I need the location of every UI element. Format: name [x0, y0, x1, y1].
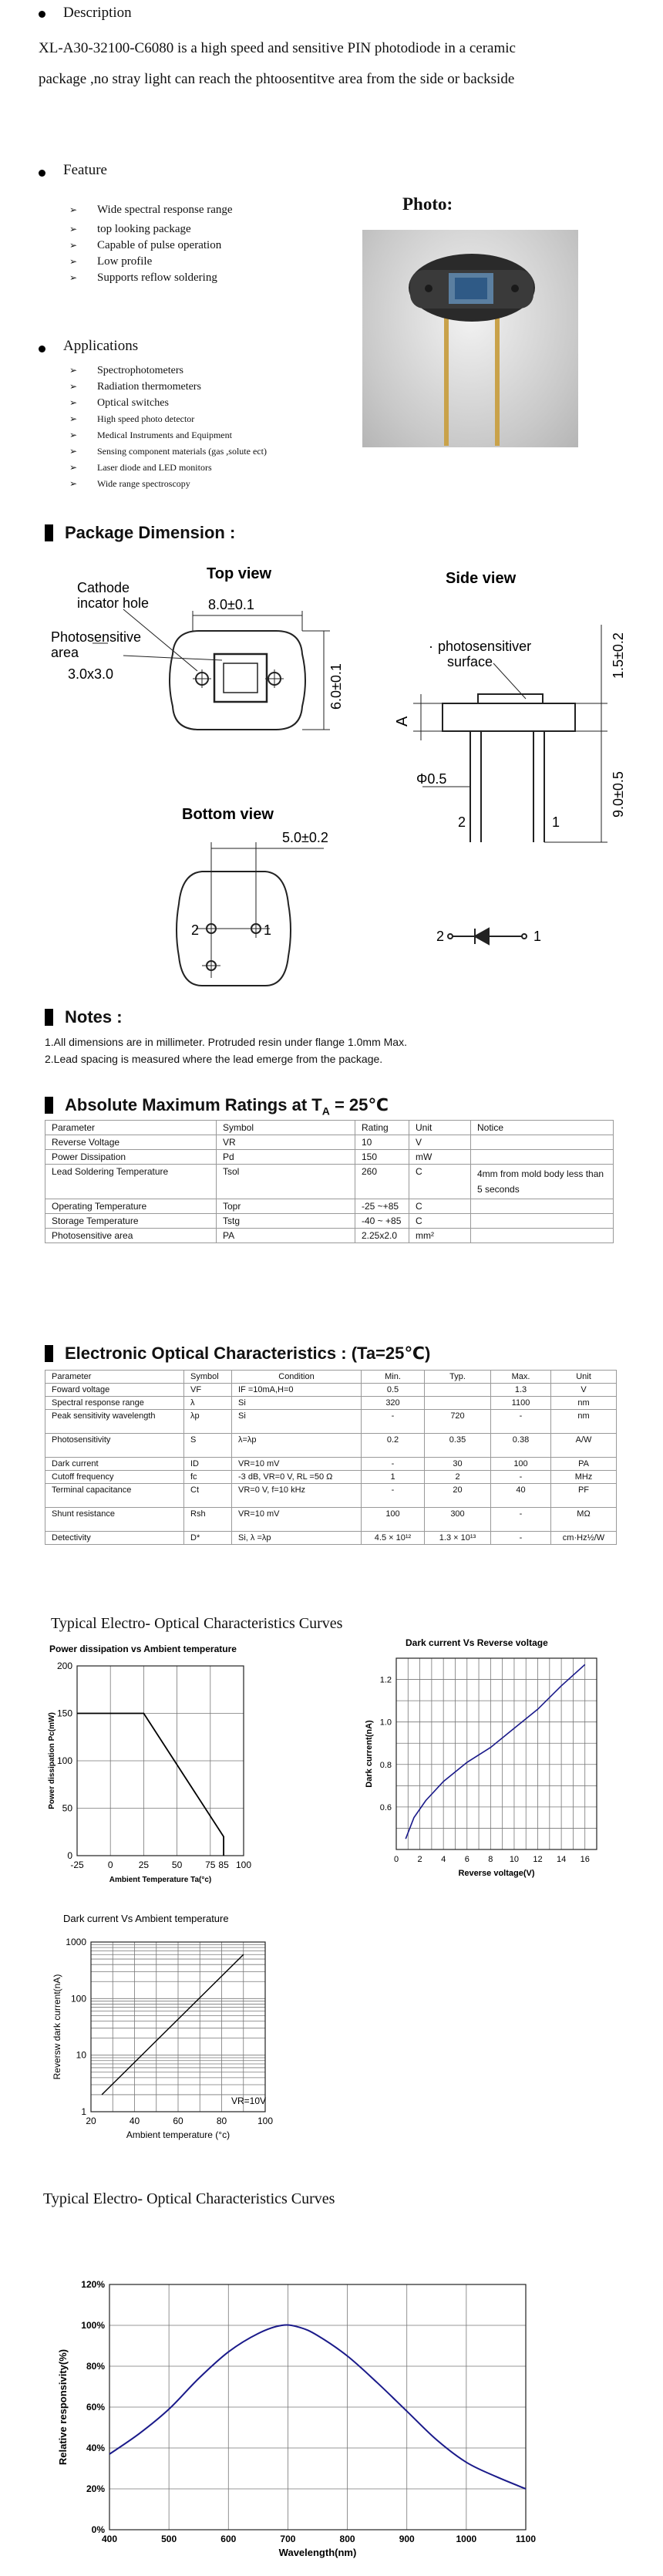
y-tick-label: 0.6: [379, 1802, 392, 1812]
table-cell: Si, λ =λp: [232, 1532, 362, 1545]
series-line: [102, 1954, 244, 2095]
table-cell: Photosensitive area: [45, 1229, 217, 1243]
y-tick-label: 100: [70, 1993, 86, 2004]
table-cell: Tsol: [217, 1165, 355, 1199]
dim-a-label: A: [394, 716, 411, 727]
x-tick-label: 1000: [456, 2534, 477, 2544]
feature-item: ➢ Supports reflow soldering: [69, 270, 233, 286]
table-row: [45, 1410, 617, 1434]
table-cell: Si: [232, 1410, 362, 1434]
table-cell: fc: [184, 1471, 232, 1484]
table-header-row: [45, 1371, 617, 1384]
table-cell: Peak sensitivity wavelength: [45, 1410, 184, 1434]
table-cell: 300: [425, 1508, 491, 1532]
description-line-2: package ,no stray light can reach the phtoosentitve area from the side or backside: [39, 71, 515, 87]
feature-item: ➢ top looking package: [69, 221, 233, 238]
table-cell: nm: [551, 1397, 617, 1410]
table-cell: Topr: [217, 1199, 355, 1214]
dim-width-label: 8.0±0.1: [208, 597, 254, 612]
area-size-label: 3.0x3.0: [68, 666, 114, 682]
y-axis-label: Power dissipation Pc(mW): [48, 1712, 56, 1809]
table-cell: 20: [425, 1484, 491, 1508]
y-tick-label: 10: [76, 2049, 86, 2061]
photodiode-photo-icon: [362, 230, 578, 447]
table-cell: Dark current: [45, 1458, 184, 1471]
y-tick-label: 1.2: [379, 1675, 392, 1685]
y-tick-label: 200: [56, 1661, 72, 1671]
x-tick-label: 14: [556, 1855, 567, 1864]
application-item: ➢ Medical Instruments and Equipment: [69, 427, 267, 443]
x-tick-label: 100: [257, 2116, 274, 2126]
table-cell: Unit: [409, 1121, 471, 1135]
y-tick-label: 120%: [81, 2279, 105, 2290]
table-cell: Terminal capacitance: [45, 1484, 184, 1508]
application-item: ➢ Sensing component materials (gas ,solute ect): [69, 443, 267, 460]
x-tick-label: 6: [464, 1855, 469, 1864]
y-tick-label: 1.0: [379, 1718, 392, 1728]
table-cell: [471, 1199, 614, 1214]
table-cell: -40 ~ +85: [355, 1214, 409, 1229]
y-tick-label: 0: [67, 1850, 72, 1861]
table-cell: Si: [232, 1397, 362, 1410]
table-cell: Symbol: [217, 1121, 355, 1135]
table-cell: Parameter: [45, 1121, 217, 1135]
x-tick-label: 20: [86, 2116, 96, 2126]
table-cell: [471, 1150, 614, 1165]
table-row: [45, 1214, 614, 1229]
table-cell: VR=10 mV: [232, 1458, 362, 1471]
table-cell: -: [362, 1458, 425, 1471]
y-tick-label: 100%: [81, 2320, 105, 2331]
table-cell: 1.3: [491, 1384, 551, 1397]
table-cell: -: [491, 1471, 551, 1484]
y-tick-label: 100: [56, 1755, 72, 1766]
table-cell: D*: [184, 1532, 232, 1545]
cathode-label-1: Cathode: [77, 580, 130, 595]
series-line: [406, 1664, 584, 1839]
table-cell: 1: [362, 1471, 425, 1484]
notes-title: Notes :: [65, 1007, 123, 1027]
y-tick-label: 60%: [86, 2402, 105, 2412]
table-cell: 4.5 × 10¹²: [362, 1532, 425, 1545]
dim-phi-label: Φ0.5: [416, 771, 447, 787]
table-cell: mm²: [409, 1229, 471, 1243]
curves-title-2: Typical Electro- Optical Characteristics Curves: [43, 2190, 335, 2207]
note-item: 2.Lead spacing is measured where the lead emerge from the package.: [45, 1053, 383, 1065]
side-dot: ·: [429, 639, 433, 654]
table-cell: C: [409, 1165, 471, 1199]
table-cell: [425, 1397, 491, 1410]
chart-title: Power dissipation vs Ambient temperature: [49, 1644, 237, 1654]
table-cell: S: [184, 1434, 232, 1458]
y-axis-label: Dark current(nA): [365, 1720, 374, 1788]
x-tick-label: -25: [70, 1860, 84, 1870]
feature-item: ➢ Wide spectral response range: [69, 202, 233, 218]
table-cell: VR=10 mV: [232, 1508, 362, 1532]
x-tick-label: 0: [107, 1860, 113, 1870]
chart-annotation: VR=10V: [231, 2096, 267, 2106]
table-cell: 100: [491, 1458, 551, 1471]
y-tick-label: 80%: [86, 2361, 105, 2372]
table-cell: Rsh: [184, 1508, 232, 1532]
x-tick-label: 600: [220, 2534, 237, 2544]
table-cell: 0.38: [491, 1434, 551, 1458]
eo-section-marker: [45, 1345, 53, 1362]
photo-title: Photo:: [402, 194, 453, 214]
table-cell: 0.35: [425, 1434, 491, 1458]
table-cell: -: [491, 1532, 551, 1545]
table-cell: Symbol: [184, 1371, 232, 1384]
chart-title: Dark current Vs Reverse voltage: [406, 1637, 548, 1648]
table-cell: Storage Temperature: [45, 1214, 217, 1229]
x-tick-label: 85: [218, 1860, 229, 1870]
table-cell: 720: [425, 1410, 491, 1434]
product-photo: [362, 230, 578, 447]
table-cell: PF: [551, 1484, 617, 1508]
application-item: ➢ Laser diode and LED monitors: [69, 460, 267, 476]
table-row: [45, 1458, 617, 1471]
description-bullet: [39, 11, 45, 18]
x-tick-label: 1100: [515, 2534, 537, 2544]
table-cell: Lead Soldering Temperature: [45, 1165, 217, 1199]
x-tick-label: 10: [509, 1855, 520, 1864]
table-cell: Shunt resistance: [45, 1508, 184, 1532]
series-line: [77, 1714, 224, 1856]
table-cell: 4mm from mold body less than 5 seconds: [471, 1165, 614, 1199]
applications-bullet: [39, 346, 45, 352]
table-cell: MHz: [551, 1471, 617, 1484]
package-section-marker: [45, 524, 53, 541]
table-cell: Pd: [217, 1150, 355, 1165]
table-row: [45, 1484, 617, 1508]
top-view-label: Top view: [207, 565, 272, 582]
table-row: [45, 1471, 617, 1484]
diode-pin-1-label: 1: [533, 929, 542, 944]
y-tick-label: 1000: [66, 1937, 86, 1947]
table-cell: Rating: [355, 1121, 409, 1135]
power-dissipation-chart: [43, 1641, 290, 1896]
table-cell: Parameter: [45, 1371, 184, 1384]
x-tick-label: 100: [235, 1860, 252, 1870]
dim-height-label: 6.0±0.1: [328, 663, 344, 710]
table-header-row: [45, 1121, 614, 1135]
x-tick-label: 4: [441, 1855, 446, 1864]
table-cell: V: [409, 1135, 471, 1150]
table-cell: [425, 1384, 491, 1397]
application-item: ➢ Wide range spectroscopy: [69, 476, 267, 492]
dark-current-vs-voltage-chart: [359, 1635, 614, 1890]
bottom-view-label: Bottom view: [182, 806, 274, 823]
feature-title: Feature: [63, 162, 107, 178]
x-tick-label: 500: [161, 2534, 177, 2544]
table-cell: 0.2: [362, 1434, 425, 1458]
table-cell: 0.5: [362, 1384, 425, 1397]
applications-list: [69, 362, 267, 492]
table-cell: Ct: [184, 1484, 232, 1508]
table-cell: PA: [551, 1458, 617, 1471]
table-cell: VR=0 V, f=10 kHz: [232, 1484, 362, 1508]
table-cell: Typ.: [425, 1371, 491, 1384]
x-tick-label: 75: [205, 1860, 216, 1870]
table-cell: 1100: [491, 1397, 551, 1410]
table-cell: Detectivity: [45, 1532, 184, 1545]
diode-symbol-icon: [448, 929, 527, 944]
package-dimension-drawing: [0, 555, 663, 987]
table-cell: PA: [217, 1229, 355, 1243]
table-cell: VR: [217, 1135, 355, 1150]
table-cell: Operating Temperature: [45, 1199, 217, 1214]
side-photosensitive-label-1: photosensitiver: [438, 639, 532, 654]
x-tick-label: 60: [173, 2116, 183, 2126]
x-tick-label: 40: [129, 2116, 140, 2126]
application-item: ➢ High speed photo detector: [69, 411, 267, 427]
x-tick-label: 80: [216, 2116, 227, 2126]
table-cell: 100: [362, 1508, 425, 1532]
table-cell: 2.25x2.0: [355, 1229, 409, 1243]
y-tick-label: 0.8: [379, 1760, 392, 1770]
table-cell: 30: [425, 1458, 491, 1471]
photosensitive-label-1: Photosensitive: [51, 629, 142, 645]
table-cell: -25 ~+85: [355, 1199, 409, 1214]
feature-bullet: [39, 170, 45, 177]
table-cell: Photosensitivity: [45, 1434, 184, 1458]
x-tick-label: 16: [580, 1855, 590, 1864]
description-title: Description: [63, 5, 132, 21]
chart-title: Dark current Vs Ambient temperature: [63, 1913, 229, 1924]
table-cell: C: [409, 1214, 471, 1229]
dim-bottom-label: 5.0±0.2: [282, 830, 328, 845]
x-tick-label: 700: [280, 2534, 296, 2544]
table-cell: Spectral response range: [45, 1397, 184, 1410]
y-tick-label: 0%: [91, 2524, 105, 2535]
table-cell: Min.: [362, 1371, 425, 1384]
table-row: [45, 1229, 614, 1243]
application-item: ➢ Radiation thermometers: [69, 379, 267, 395]
x-axis-label: Ambient temperature (°c): [126, 2129, 231, 2140]
table-cell: IF =10mA,H=0: [232, 1384, 362, 1397]
table-cell: λ=λp: [232, 1434, 362, 1458]
bottom-pin-2-label: 2: [191, 922, 200, 938]
table-cell: [471, 1229, 614, 1243]
side-pin-2-label: 2: [458, 814, 466, 830]
eo-title: Electronic Optical Characteristics : (Ta=25℃): [65, 1344, 431, 1363]
y-axis-label: Relative responsivity(%): [57, 2348, 69, 2466]
plot-frame: [396, 1658, 597, 1849]
applications-title: Applications: [63, 338, 139, 354]
diode-pin-2-label: 2: [436, 929, 445, 944]
table-cell: VF: [184, 1384, 232, 1397]
table-cell: -: [491, 1508, 551, 1532]
x-tick-label: 800: [339, 2534, 355, 2544]
table-cell: nm: [551, 1410, 617, 1434]
table-cell: 150: [355, 1150, 409, 1165]
table-cell: MΩ: [551, 1508, 617, 1532]
side-view-label: Side view: [446, 570, 517, 587]
table-cell: Condition: [232, 1371, 362, 1384]
side-photosensitive-label-2: surface: [447, 654, 493, 669]
x-tick-label: 50: [171, 1860, 183, 1870]
table-cell: mW: [409, 1150, 471, 1165]
table-cell: V: [551, 1384, 617, 1397]
table-row: [45, 1434, 617, 1458]
table-row: [45, 1199, 614, 1214]
y-tick-label: 1: [81, 2106, 86, 2117]
eo-table: [45, 1370, 617, 1545]
x-axis-label: Wavelength(nm): [278, 2547, 357, 2558]
table-cell: 1.3 × 10¹³: [425, 1532, 491, 1545]
feature-item: ➢ Capable of pulse operation: [69, 238, 233, 254]
table-cell: -: [362, 1410, 425, 1434]
table-cell: Tstg: [217, 1214, 355, 1229]
table-cell: Notice: [471, 1121, 614, 1135]
abs-max-table: [45, 1120, 614, 1243]
table-cell: Cutoff frequency: [45, 1471, 184, 1484]
table-cell: Unit: [551, 1371, 617, 1384]
y-tick-label: 50: [62, 1802, 72, 1814]
table-cell: 260: [355, 1165, 409, 1199]
table-cell: Reverse Voltage: [45, 1135, 217, 1150]
table-cell: 40: [491, 1484, 551, 1508]
abs-max-title: Absolute Maximum Ratings at $T_A$ = 25℃: [65, 1095, 389, 1118]
table-cell: Max.: [491, 1371, 551, 1384]
curves-title-1: Typical Electro- Optical Characteristics Curves: [51, 1615, 343, 1632]
y-tick-label: 150: [56, 1708, 72, 1719]
dim-top-label: 1.5±0.2: [611, 632, 626, 679]
table-row: [45, 1508, 617, 1532]
dim-lead-label: 9.0±0.5: [611, 771, 626, 818]
table-row: [45, 1397, 617, 1410]
y-axis-label: Reversw dark current(nA): [52, 1974, 62, 2080]
photosensitive-label-2: area: [51, 645, 79, 660]
x-tick-label: 2: [417, 1855, 422, 1864]
x-tick-label: 8: [488, 1855, 493, 1864]
x-axis-label: Reverse voltage(V): [458, 1869, 535, 1878]
table-cell: 320: [362, 1397, 425, 1410]
note-item: 1.All dimensions are in millimeter. Protruded resin under flange 1.0mm Max.: [45, 1036, 407, 1048]
table-cell: λp: [184, 1410, 232, 1434]
table-cell: cm·Hz½/W: [551, 1532, 617, 1545]
table-cell: C: [409, 1199, 471, 1214]
package-title: Package Dimension :: [65, 523, 236, 542]
x-tick-label: 0: [393, 1855, 399, 1864]
x-tick-label: 25: [138, 1860, 150, 1870]
notes-list: [45, 1033, 407, 1067]
table-cell: Foward voltage: [45, 1384, 184, 1397]
table-row: [45, 1384, 617, 1397]
dark-current-vs-temperature-chart: [43, 1911, 290, 2158]
bottom-pin-1-label: 1: [264, 922, 272, 938]
table-cell: -3 dB, VR=0 V, RL =50 Ω: [232, 1471, 362, 1484]
table-cell: λ: [184, 1397, 232, 1410]
table-cell: A/W: [551, 1434, 617, 1458]
table-cell: Power Dissipation: [45, 1150, 217, 1165]
feature-list: [69, 202, 233, 286]
table-cell: 2: [425, 1471, 491, 1484]
table-cell: ID: [184, 1458, 232, 1471]
cathode-label-2: incator hole: [77, 595, 150, 611]
table-row: [45, 1135, 614, 1150]
y-tick-label: 40%: [86, 2443, 105, 2453]
table-row: [45, 1532, 617, 1545]
table-cell: [471, 1135, 614, 1150]
application-item: ➢ Optical switches: [69, 395, 267, 411]
table-cell: -: [491, 1410, 551, 1434]
side-pin-1-label: 1: [552, 814, 560, 830]
y-tick-label: 20%: [86, 2483, 105, 2494]
abs-max-section-marker: [45, 1097, 53, 1114]
table-cell: -: [362, 1484, 425, 1508]
table-cell: 10: [355, 1135, 409, 1150]
relative-responsivity-chart: [43, 2252, 537, 2568]
notes-section-marker: [45, 1009, 53, 1026]
x-tick-label: 12: [533, 1855, 543, 1864]
application-item: ➢ Spectrophotometers: [69, 362, 267, 379]
description-line-1: XL-A30-32100-C6080 is a high speed and sensitive PIN photodiode in a ceramic: [39, 40, 516, 56]
table-row: [45, 1165, 614, 1199]
table-row: [45, 1150, 614, 1165]
x-tick-label: 900: [399, 2534, 415, 2544]
x-tick-label: 400: [101, 2534, 118, 2544]
table-cell: [471, 1214, 614, 1229]
x-axis-label: Ambient Temperature Ta(°c): [109, 1876, 212, 1884]
feature-item: ➢ Low profile: [69, 254, 233, 270]
